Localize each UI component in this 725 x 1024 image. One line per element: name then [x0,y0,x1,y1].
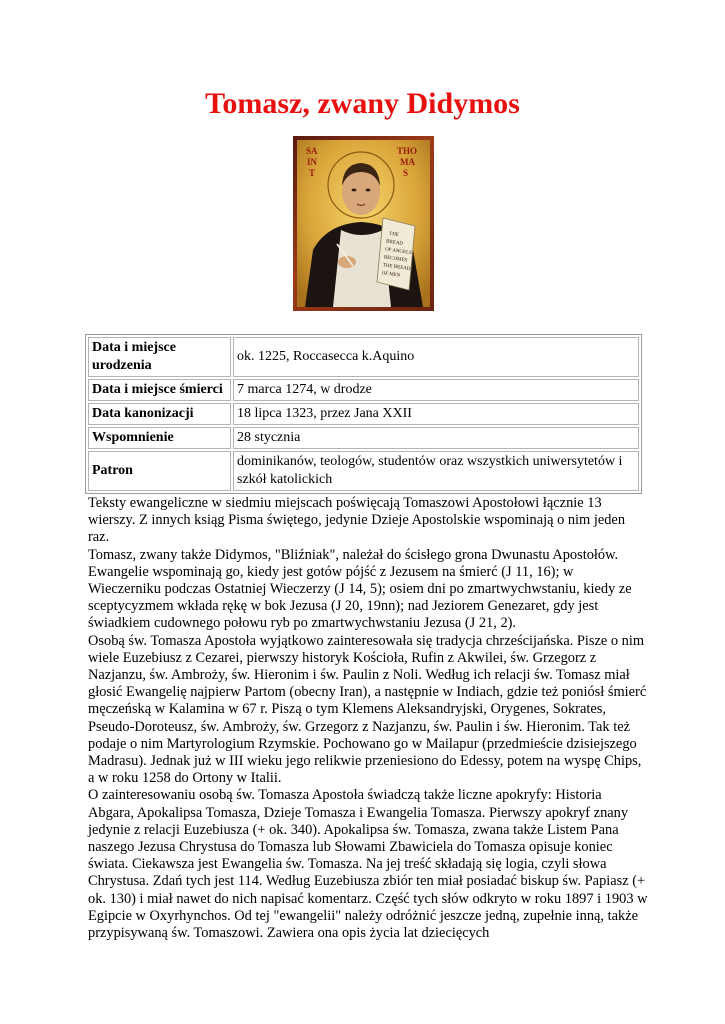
paragraph: Teksty ewangeliczne w siedmiu miejscach poświęcają Tomaszowi Apostołowi łącznie 13 wierszy. Z innych ksiąg Pisma świętego, jedynie Dzieje Apostolskie wspominają o nim jeden raz. [88,495,626,546]
table-row [88,337,639,377]
svg-text:S: S [403,168,409,178]
table-row [88,451,639,491]
svg-text:THO: THO [397,146,418,156]
row-label: Data i miejsce śmierci [88,379,231,401]
table-row [88,379,639,401]
svg-text:THE: THE [388,231,400,239]
svg-text:THE BREAD: THE BREAD [382,263,411,273]
row-value: 7 marca 1274, w drodze [233,379,639,401]
svg-text:BREAD: BREAD [385,239,404,247]
paragraph: Tomasz, zwany także Didymos, "Bliźniak", należał do ścisłego grona Dwunastu Apostołów. Ewangelie wspominają go, kiedy jest gotów pójść z Jezusem na śmierć (J 11, 16); w Wieczerniku podczas Ostatniej Wieczerzy (J 14, 5); osiem dni po zmartwychwstaniu, kiedy ze sceptycyzmem wkłada rękę w bok Jezusa (J 20, 19nn); nad Jeziorem Genezaret, gdy jest świadkiem cudownego połowu ryb po zmartwychwstaniu Jezusa (J 21, 2). [88,546,632,632]
paragraph: O zainteresowaniu osobą św. Tomasza Apostoła świadczą także liczne apokryfy: Historia Abgara, Apokalipsa Tomasza, Dzieje Tomasza i Ewangelia Tomasza. Pierwszy apokryf znany jedynie z relacji Euzebiusza (+ ok. 340). Apokalipsa św. Tomasza, zwana także Listem Pana naszego Jezusa Chrystusa do Tomasza lub Słowami Zbawiciela do Tomasza opisuje koniec świata. Ciekawsza jest Ewangelia św. Tomasza. Na jej treść składają się logia, czyli słowa Chrystusa. Zdań tych jest 114. Według Euzebiusza zbiór ten miał posiadać biskup św. Papiasz (+ ok. 130) i miał nawet do nich napisać komentarz. Część tych słów odkryto w roku 1897 i 1903 w Egipcie w Oxyrhynchos. Od tej "ewangelii" należy odróżnić jeszcze jedną, zupełnie inną, także przypisywaną św. Tomaszowi. Zawiera ona opis życia lat dziecięcych [88,787,648,942]
saint-thomas-icon-image [293,136,434,311]
row-value: 28 stycznia [233,427,639,449]
table-row [88,403,639,425]
info-table [85,334,642,494]
row-label: Wspomnienie [88,427,231,449]
row-value: 18 lipca 1323, przez Jana XXII [233,403,639,425]
svg-text:MA: MA [400,157,415,167]
row-label: Patron [88,451,231,491]
row-value: dominikanów, teologów, studentów oraz wszystkich uniwersytetów i szkół katolickich [233,451,639,491]
row-label: Data kanonizacji [88,403,231,425]
svg-text:OF ANGELS: OF ANGELS [384,247,413,257]
paragraph: Osobą św. Tomasza Apostoła wyjątkowo zainteresowała się tradycja chrześcijańska. Pisze o nim wiele Euzebiusz z Cezarei, pierwszy historyk Kościoła, Rufin z Akwilei, św. Grzegorz z Nazjanzu, św. Ambroży, św. Hieronim i św. Paulin z Noli. Według ich relacji św. Tomasz miał głosić Ewangelię najpierw Partom (obecny Iran), a następnie w Indiach, gdzie też poniósł śmierć męczeńską w Kalamina w 67 r. Piszą o tym Klemens Aleksandryjski, Orygenes, Sokrates, Pseudo-Doroteusz, św. Ambroży, św. Grzegorz z Nazjanzu, św. Paulin i św. Hieronim. Tak też podaje o nim Martyrologium Rzymskie. Pochowano go w Mailapur (przedmieście dzisiejszego Madrasu). Jednak już w III wieku jego relikwie przeniesiono do Edessy, potem na wyspę Chips, a w roku 1258 do Ortony w Italii. [88,632,647,787]
saint-icon-painting [297,140,430,307]
page-title: Tomasz, zwany Didymos [205,87,520,120]
svg-text:BECOMES: BECOMES [383,255,408,264]
row-value: ok. 1225, Roccasecca k.Aquino [233,337,639,377]
svg-text:OF MEN: OF MEN [381,271,401,279]
article-body [88,495,648,942]
table-row [88,427,639,449]
row-label: Data i miejsce urodzenia [88,337,231,377]
svg-text:SA: SA [306,146,318,156]
svg-text:T: T [309,168,316,178]
svg-text:IN: IN [307,157,318,167]
